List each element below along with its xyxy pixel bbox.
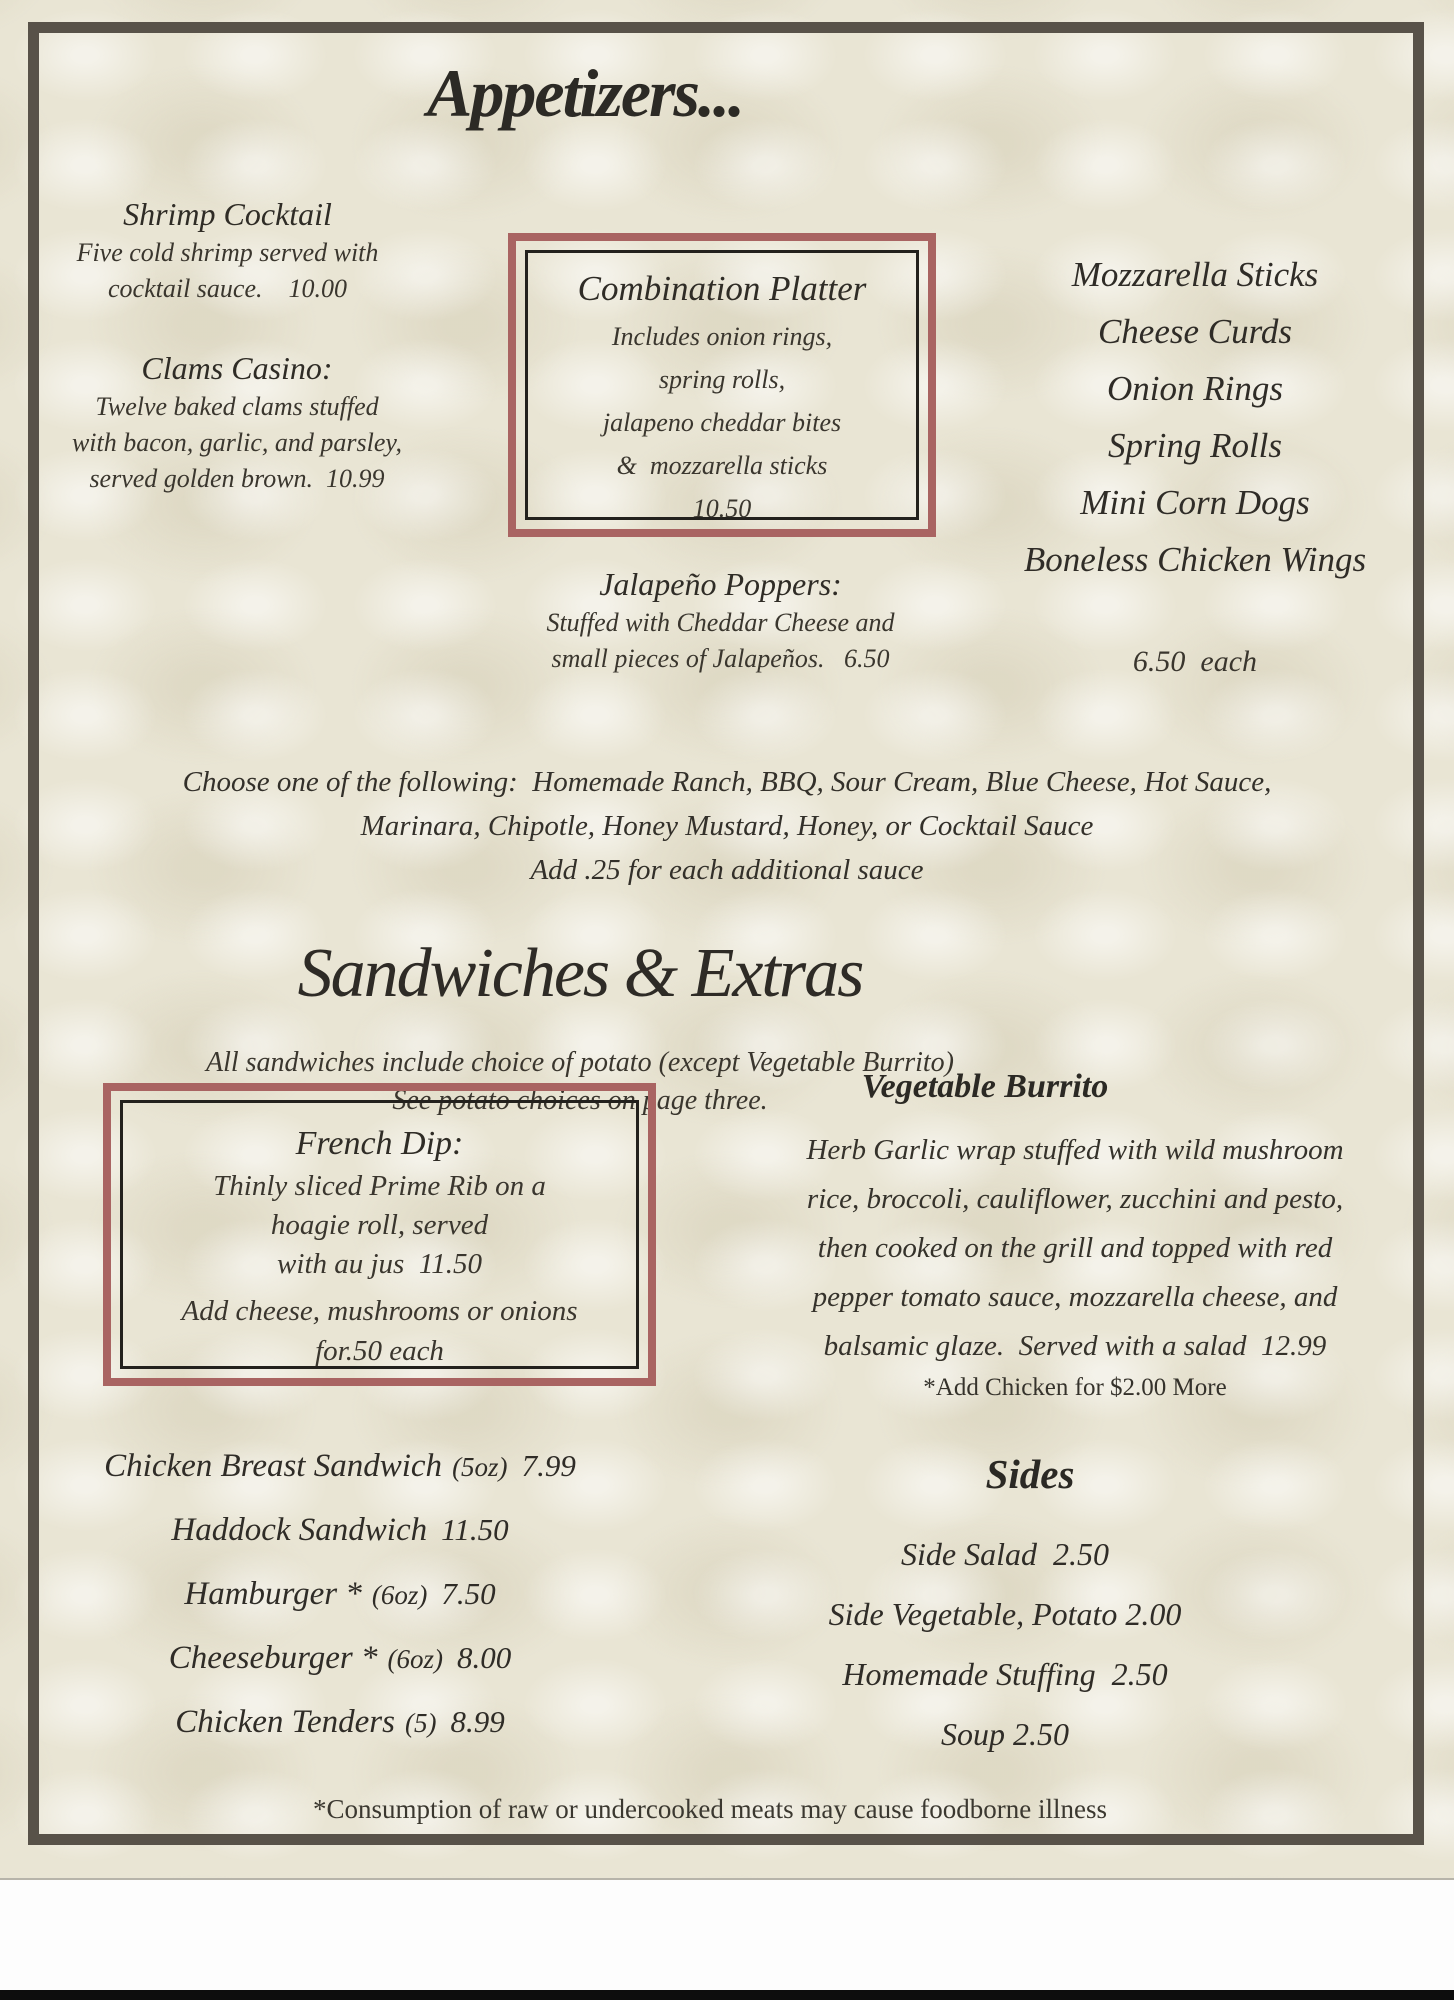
- item-extra-line: for.50 each: [315, 1335, 444, 1367]
- item-size: (5): [404, 1708, 437, 1738]
- list-item: Onion Rings: [1107, 369, 1283, 408]
- item-desc-line: small pieces of Jalapeños. 6.50: [551, 644, 890, 673]
- sandwich-list: [30, 1434, 650, 1754]
- item-size: (6oz): [371, 1580, 428, 1610]
- item-name: Clams Casino:: [141, 350, 333, 386]
- list-item: [30, 1562, 650, 1626]
- item-name: Shrimp Cocktail: [123, 196, 332, 232]
- combination-platter-box-inner: [525, 250, 919, 523]
- item-desc-line: with au jus 11.50: [277, 1248, 482, 1280]
- subtitle-line: All sandwiches include choice of potato (except Vegetable Burrito): [205, 1047, 954, 1078]
- sauce-choices: [0, 760, 1454, 892]
- list-item: Spring Rolls: [1107, 426, 1283, 465]
- item-desc-line: Includes onion rings,: [611, 322, 833, 351]
- item-price: 8.00: [456, 1640, 512, 1675]
- item-name: Hamburger *: [184, 1576, 362, 1612]
- footer-disclaimer: *Consumption of raw or undercooked meats may cause foodborne illness: [312, 1794, 1108, 1824]
- list-item: [30, 1626, 650, 1690]
- appetizer-list-price: 6.50 each: [1132, 645, 1258, 678]
- list-item: Boneless Chicken Wings: [1023, 540, 1367, 579]
- sides-list: [715, 1524, 1295, 1764]
- item-desc-line: then cooked on the grill and topped with red: [817, 1232, 1333, 1264]
- item-desc-line: pepper tomato sauce, mozzarella cheese, and: [812, 1281, 1338, 1313]
- sauce-line: Choose one of the following: Homemade Ranch, BBQ, Sour Cream, Blue Cheese, Hot Sauce,: [182, 766, 1272, 798]
- item-size: (5oz): [452, 1452, 508, 1482]
- list-item: [30, 1690, 650, 1754]
- menu-item-clams-casino: [18, 350, 456, 495]
- list-item: Side Vegetable, Potato 2.00: [828, 1596, 1182, 1632]
- item-desc-line: Stuffed with Cheddar Cheese and: [546, 608, 895, 637]
- list-item: Mini Corn Dogs: [1080, 483, 1310, 522]
- item-desc-line: cocktail sauce. 10.00: [108, 274, 347, 303]
- combination-platter-box: [508, 233, 936, 537]
- item-desc-line: Herb Garlic wrap stuffed with wild mushroom: [806, 1134, 1344, 1166]
- item-name: French Dip:: [295, 1125, 464, 1162]
- scan-bottom-edge: [0, 1990, 1454, 2000]
- item-price: 7.50: [441, 1576, 496, 1611]
- item-desc-line: hoagie roll, served: [270, 1209, 489, 1241]
- item-desc-line: Five cold shrimp served with: [76, 238, 379, 267]
- french-dip-box: [103, 1083, 656, 1386]
- menu-item-jalapeno-poppers: [468, 566, 973, 675]
- appetizer-list-right: [960, 246, 1430, 588]
- menu-item-shrimp-cocktail: [40, 196, 415, 305]
- item-name: Combination Platter: [577, 269, 867, 308]
- list-item: Homemade Stuffing 2.50: [842, 1656, 1168, 1692]
- item-name: Cheeseburger *: [168, 1640, 378, 1676]
- sauce-line: Add .25 for each additional sauce: [530, 854, 924, 886]
- french-dip-box-inner: [120, 1100, 639, 1369]
- list-item: Soup 2.50: [941, 1716, 1069, 1752]
- item-name-vegetable-burrito: Vegetable Burrito: [861, 1068, 1109, 1105]
- subtitle-line: See potato choices on page three.: [392, 1085, 768, 1116]
- item-name: Chicken Tenders: [175, 1704, 395, 1740]
- list-item: Mozzarella Sticks: [1071, 255, 1319, 294]
- item-desc-line: Twelve baked clams stuffed: [95, 392, 379, 421]
- item-desc-line: served golden brown. 10.99: [89, 464, 385, 493]
- item-extra-line: Add cheese, mushrooms or onions: [181, 1295, 578, 1327]
- vegetable-burrito-desc: [718, 1126, 1432, 1371]
- item-size: (6oz): [387, 1644, 443, 1674]
- item-price: 10.50: [692, 494, 752, 523]
- scan-bottom-margin: [0, 1878, 1454, 1992]
- list-item: Side Salad 2.50: [901, 1536, 1109, 1572]
- list-item: [30, 1498, 650, 1562]
- item-desc-line: & mozzarella sticks: [616, 451, 828, 480]
- item-desc-line: jalapeno cheddar bites: [602, 408, 842, 437]
- sauce-line: Marinara, Chipotle, Honey Mustard, Honey, or Cocktail Sauce: [360, 810, 1094, 842]
- item-name: Chicken Breast Sandwich: [104, 1448, 443, 1484]
- item-price: 7.99: [521, 1448, 576, 1483]
- item-desc-line: spring rolls,: [658, 365, 786, 394]
- item-price: 11.50: [441, 1512, 509, 1547]
- list-item: [30, 1434, 650, 1498]
- item-name: Haddock Sandwich: [171, 1512, 428, 1548]
- item-name: Jalapeño Poppers:: [599, 566, 842, 602]
- item-price: 8.99: [450, 1704, 505, 1739]
- item-desc-line: Thinly sliced Prime Rib on a: [213, 1170, 546, 1202]
- vegetable-burrito-note: *Add Chicken for $2.00 More: [923, 1374, 1227, 1401]
- item-desc-line: balsamic glaze. Served with a salad 12.99: [823, 1330, 1327, 1362]
- page-title: Appetizers...: [427, 55, 743, 131]
- item-desc-line: rice, broccoli, cauliflower, zucchini and pesto,: [806, 1183, 1344, 1215]
- list-item: Cheese Curds: [1097, 312, 1293, 351]
- item-desc-line: with bacon, garlic, and parsley,: [71, 428, 403, 457]
- section-title-sandwiches: Sandwiches & Extras: [297, 935, 863, 1012]
- section-title-sides: Sides: [985, 1451, 1075, 1497]
